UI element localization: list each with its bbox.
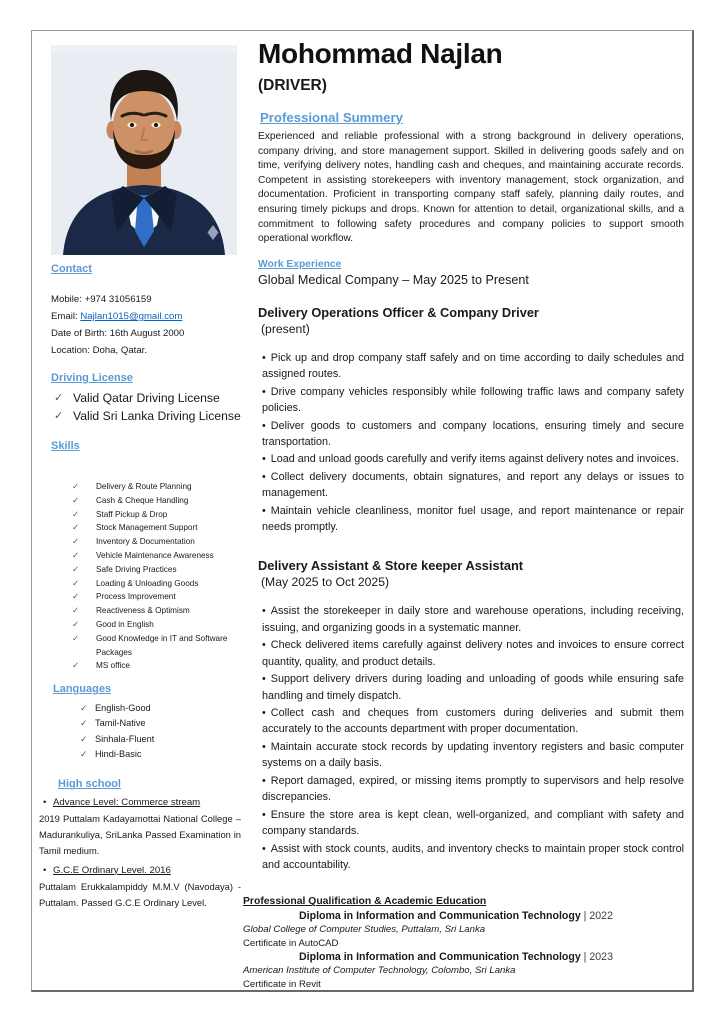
check-icon: ✓ bbox=[72, 481, 80, 491]
dob-line: Date of Birth: 16th August 2000 bbox=[51, 328, 185, 339]
institution: American Institute of Computer Technology, Colombo, Sri Lanka bbox=[243, 965, 516, 977]
skill-item: ✓ Loading & Unloading Goods bbox=[51, 577, 243, 591]
skill-item: ✓ Cash & Cheque Handling bbox=[51, 494, 243, 508]
bullet-icon: • bbox=[262, 808, 266, 821]
sidebar bbox=[32, 31, 245, 990]
certificate: Certificate in Revit bbox=[243, 978, 321, 990]
check-icon: ✓ bbox=[80, 703, 88, 714]
bullet-icon: • bbox=[262, 419, 266, 432]
job-title: Delivery Assistant & Store keeper Assistant bbox=[258, 558, 524, 574]
skill-item: ✓ Good Knowledge in IT and Software Packages bbox=[72, 632, 228, 657]
license-item: ✓ Valid Qatar Driving License bbox=[54, 391, 220, 405]
job-bullet: • Drive company vehicles responsibly while following traffic laws and company safety policies. bbox=[262, 385, 684, 414]
person-name: Mohommad Najlan bbox=[258, 38, 503, 69]
job-bullet: • Collect delivery documents, obtain signatures, and report any delays or issues to management. bbox=[262, 471, 684, 500]
job-bullet: • Support delivery drivers during loading and unloading of goods while ensuring safe handling and timely dispatch. bbox=[262, 673, 684, 702]
education-section bbox=[243, 895, 684, 991]
high-school-section bbox=[39, 778, 241, 910]
year-divider: | bbox=[583, 951, 587, 964]
skill-item: ✓ Good in English bbox=[51, 618, 243, 632]
skill-item: ✓ Process Improvement bbox=[51, 590, 243, 604]
driving-license-heading: Driving License bbox=[51, 372, 133, 384]
job-bullet: • Pick up and drop company staff safely and on time according to daily schedules and assigned routes. bbox=[262, 351, 684, 380]
summary-text: Experienced and reliable professional with a strong background in delivery operations, company driving, and store management support. Skilled in delivering goods safely and on time, verifying delivery notes, handling cash and cheques, and maintaining accurate records. Competent in assisting storekeepers with inventory management, stock organization, and documentation. Proficient in transporting company staff safely, planning daily routes, and ensuring timely pickups and drops. Known for attention to detail, organizational skills, and a commitment to following safety procedures and company policies to support smooth operational workflow. bbox=[258, 131, 684, 245]
skills-list bbox=[51, 480, 243, 673]
skill-item: ✓ Vehicle Maintenance Awareness bbox=[51, 549, 243, 563]
mobile-number: +974 31056159 bbox=[84, 294, 152, 305]
job-bullet: • Maintain vehicle cleanliness, monitor fuel usage, and report maintenance or repair needs promptly. bbox=[262, 505, 684, 534]
profile-photo bbox=[51, 45, 237, 255]
bullet-icon: • bbox=[262, 707, 266, 720]
license-item: ✓ Valid Sri Lanka Driving License bbox=[54, 409, 241, 423]
skill-item: ✓ Reactiveness & Optimism bbox=[51, 604, 243, 618]
check-icon: ✓ bbox=[72, 494, 80, 505]
languages-list bbox=[51, 701, 243, 762]
check-icon: ✓ bbox=[72, 522, 80, 533]
education-heading: Professional Qualification & Academic Education bbox=[243, 896, 487, 908]
email-line: Email: Najlan1015@gmail.com bbox=[51, 311, 183, 322]
diploma-year: 2022 bbox=[589, 910, 613, 923]
skill-item: ✓ Staff Pickup & Drop bbox=[51, 508, 243, 522]
job-delivery-operations-officer bbox=[258, 305, 684, 536]
check-icon: ✓ bbox=[72, 605, 80, 616]
job-bullet: • Ensure the store area is kept clean, well-organized, and compliant with safety and company standards. bbox=[262, 808, 684, 838]
language-item: ✓ English-Good bbox=[51, 701, 243, 716]
driving-license-list bbox=[51, 389, 243, 425]
bullet-icon: • bbox=[43, 797, 47, 809]
check-icon: ✓ bbox=[54, 410, 64, 422]
job-bullet: • Check delivered items carefully against delivery notes and invoices to ensure correct quantity, quality, and product details. bbox=[262, 639, 684, 668]
check-icon: ✓ bbox=[72, 660, 80, 671]
language-item: ✓ Tamil-Native bbox=[51, 716, 243, 731]
check-icon: ✓ bbox=[72, 591, 80, 602]
check-icon: ✓ bbox=[72, 632, 80, 643]
high-school-entry bbox=[39, 863, 241, 911]
bullet-icon: • bbox=[262, 741, 266, 754]
job-bullet: • Assist with stock counts, audits, and inventory checks to maintain proper stock control and accountability. bbox=[262, 842, 684, 872]
skill-item: ✓ Safe Driving Practices bbox=[51, 563, 243, 577]
check-icon: ✓ bbox=[72, 618, 80, 629]
high-school-entry-description: 2019 Puttalam Kadayamottai National College – Madurankuliya, SriLanka Passed Examination in Tamil medium. bbox=[39, 813, 241, 856]
education-entry bbox=[243, 950, 684, 991]
skill-item: ✓ MS office bbox=[51, 659, 243, 673]
job-bullet: • Report damaged, expired, or missing items promptly to supervisors and help resolve discrepancies. bbox=[262, 775, 684, 804]
resume-page bbox=[31, 30, 694, 992]
languages-heading: Languages bbox=[53, 683, 112, 696]
check-icon: ✓ bbox=[72, 536, 80, 547]
job-bullet-list bbox=[258, 350, 684, 536]
bullet-icon: • bbox=[262, 453, 266, 466]
location-line: Location: Doha, Qatar. bbox=[51, 345, 147, 356]
contact-heading: Contact bbox=[51, 263, 92, 275]
skills-heading: Skills bbox=[51, 440, 80, 452]
job-title: Delivery Operations Officer & Company Driver bbox=[258, 304, 539, 320]
high-school-entry-title: G.C.E Ordinary Level. 2016 bbox=[53, 864, 171, 876]
job-bullet: • Deliver goods to customers and company locations, ensuring timely and secure transportation. bbox=[262, 419, 684, 448]
education-entry bbox=[243, 909, 684, 950]
bullet-icon: • bbox=[262, 605, 266, 618]
bullet-icon: • bbox=[43, 864, 47, 876]
year-divider: | bbox=[583, 910, 587, 923]
person-role: (DRIVER) bbox=[258, 77, 327, 94]
check-icon: ✓ bbox=[72, 508, 80, 519]
work-experience-heading: Work Experience bbox=[258, 258, 342, 270]
job-bullet: • Assist the storekeeper in daily store and warehouse operations, including receiving, issuing, and organizing goods in a systematic manner. bbox=[262, 605, 684, 634]
check-icon: ✓ bbox=[72, 577, 80, 588]
high-school-entry-description: Puttalam Erukkalampiddy M.M.V (Navodaya) - Puttalam. Passed G.C.E Ordinary Level. bbox=[39, 880, 241, 908]
job-period: (present) bbox=[261, 321, 310, 336]
skill-item: ✓ Delivery & Route Planning bbox=[51, 480, 243, 494]
contact-info bbox=[51, 291, 243, 359]
high-school-entry-title: Advance Level: Commerce stream bbox=[53, 797, 201, 809]
high-school-heading: High school bbox=[58, 778, 121, 791]
bullet-icon: • bbox=[262, 385, 266, 398]
language-item: ✓ Sinhala-Fluent bbox=[51, 732, 243, 747]
diploma-year: 2023 bbox=[589, 951, 613, 964]
certificate: Certificate in AutoCAD bbox=[243, 937, 339, 949]
skill-item: ✓ Inventory & Documentation bbox=[51, 535, 243, 549]
diploma-title: Diploma in Information and Communication Technology bbox=[299, 951, 581, 964]
job-period: (May 2025 to Oct 2025) bbox=[261, 575, 390, 590]
skill-item: ✓ Stock Management Support bbox=[51, 521, 243, 535]
email-link[interactable]: Najlan1015@gmail.com bbox=[80, 311, 183, 322]
language-item: ✓ Hindi-Basic bbox=[51, 747, 243, 762]
company-line: Global Medical Company – May 2025 to Present bbox=[258, 272, 529, 287]
check-icon: ✓ bbox=[72, 549, 80, 560]
bullet-icon: • bbox=[262, 673, 266, 686]
mobile-line: Mobile: +974 31056159 bbox=[51, 294, 152, 305]
check-icon: ✓ bbox=[80, 749, 88, 760]
main-column bbox=[245, 31, 692, 990]
job-bullet: • Collect cash and cheques from customers during deliveries and submit them accurately to the accounts department with proper documentation. bbox=[262, 707, 684, 736]
summary-heading: Professional Summery bbox=[260, 110, 403, 125]
check-icon: ✓ bbox=[80, 733, 88, 744]
check-icon: ✓ bbox=[54, 392, 64, 404]
job-bullet: • Load and unload goods carefully and verify items against delivery notes and invoices. bbox=[262, 453, 679, 466]
check-icon: ✓ bbox=[80, 718, 88, 729]
bullet-icon: • bbox=[262, 471, 266, 484]
diploma-title: Diploma in Information and Communication Technology bbox=[299, 910, 581, 923]
bullet-icon: • bbox=[262, 505, 266, 518]
job-bullet: • Maintain accurate stock records by updating inventory registers and basic computer systems on a daily basis. bbox=[262, 741, 684, 770]
high-school-entry bbox=[39, 795, 241, 858]
bullet-icon: • bbox=[262, 639, 266, 652]
job-bullet-list bbox=[258, 603, 684, 873]
job-delivery-assistant bbox=[258, 558, 684, 873]
bullet-icon: • bbox=[262, 775, 266, 788]
check-icon: ✓ bbox=[72, 563, 80, 574]
bullet-icon: • bbox=[262, 842, 266, 855]
bullet-icon: • bbox=[262, 351, 266, 364]
institution: Global College of Computer Studies, Puttalam, Sri Lanka bbox=[243, 924, 486, 936]
